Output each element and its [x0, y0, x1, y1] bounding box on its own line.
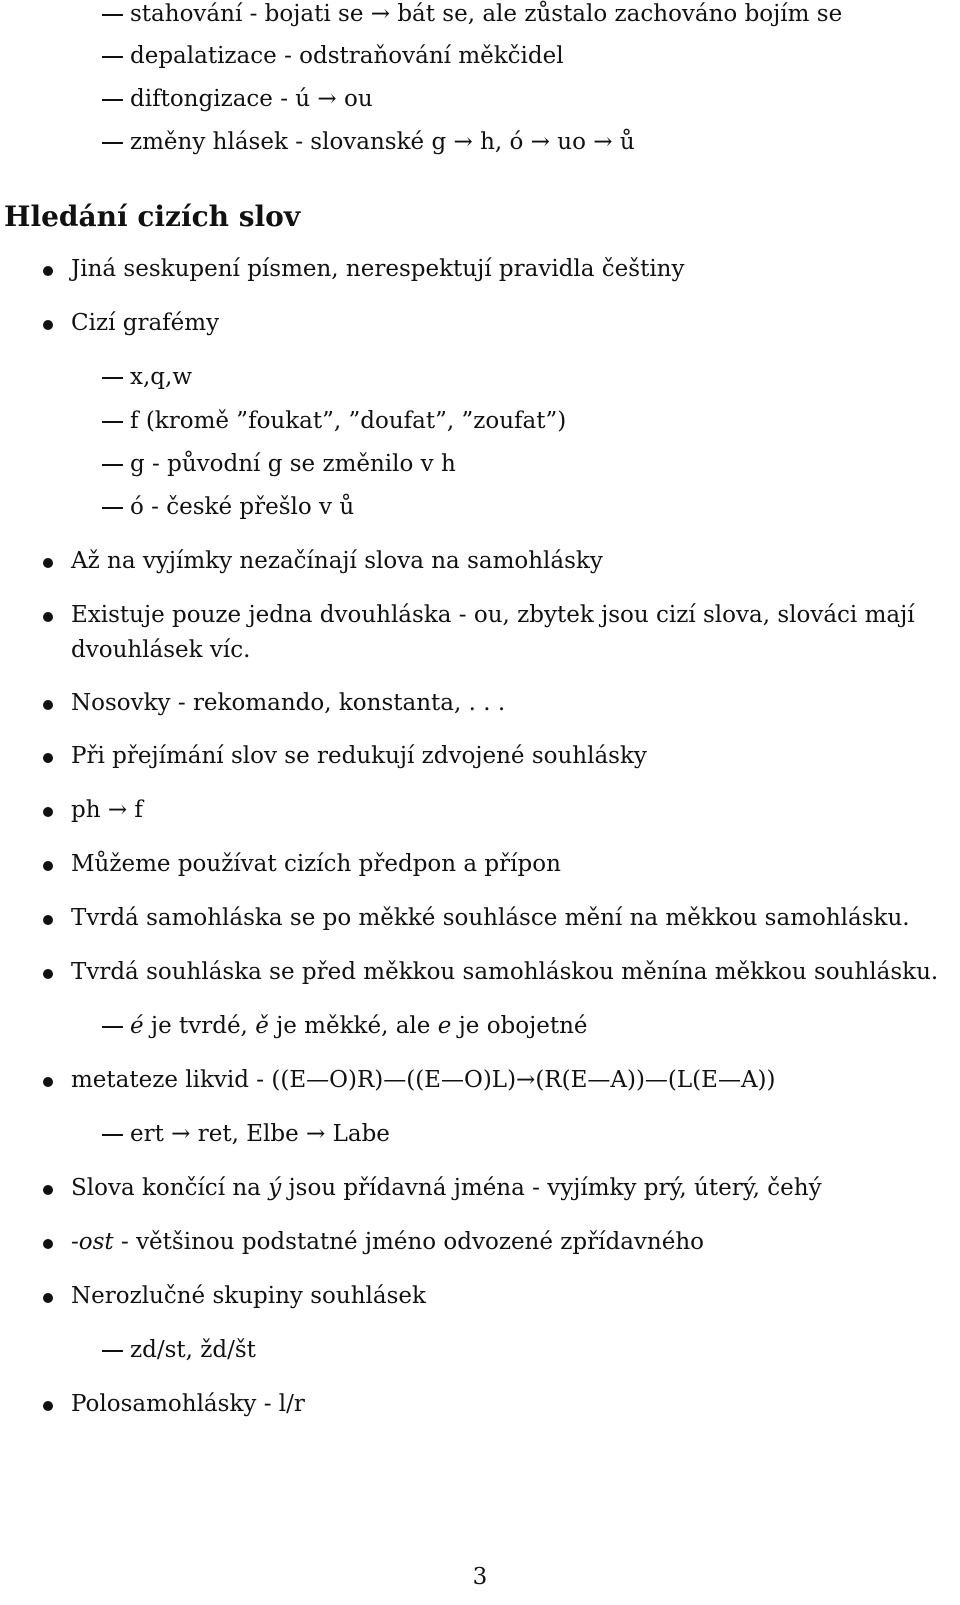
list-item: Nosovky - rekomando, konstanta, . . . [71, 690, 506, 716]
bullet-marker [43, 861, 53, 871]
dash-marker [102, 14, 123, 16]
bullet-marker [43, 612, 53, 622]
bullet-marker [43, 320, 53, 330]
list-item: Polosamohlásky - l/r [71, 1391, 305, 1417]
text-span: je obojetné [451, 1013, 588, 1039]
list-item: diftongizace - ú → ou [130, 86, 373, 112]
sub-list-item: f (kromě ”foukat”, ”doufat”, ”zoufat”) [130, 408, 567, 434]
list-item [71, 1174, 822, 1202]
sub-list-item: g - původní g se změnilo v h [130, 451, 456, 477]
dash-marker [102, 507, 123, 509]
list-item: Až na vyjímky nezačínají slova na samohlásky [71, 548, 603, 574]
list-item: Jiná seskupení písmen, nerespektují pravidla češtiny [71, 256, 685, 282]
dash-marker [102, 377, 123, 379]
bullet-marker [43, 1185, 53, 1195]
text-span: je měkké, ale [268, 1013, 438, 1039]
italic-letter: é [130, 1013, 144, 1039]
italic-suffix: -ost [71, 1229, 114, 1255]
sub-list-item: x,q,w [130, 364, 193, 390]
bullet-marker [43, 1077, 53, 1087]
italic-letter: e [437, 1013, 452, 1039]
list-item: Nerozlučné skupiny souhlásek [71, 1283, 426, 1309]
italic-letter: ě [255, 1013, 269, 1039]
list-item-continuation: dvouhlásek víc. [71, 637, 251, 663]
bullet-marker [43, 1293, 53, 1303]
dash-marker [102, 1350, 123, 1352]
dash-marker [102, 56, 123, 58]
dash-marker [102, 464, 123, 466]
bullet-marker [43, 915, 53, 925]
dash-marker [102, 1026, 123, 1028]
italic-letter: ý [268, 1175, 282, 1201]
list-item: Můžeme používat cizích předpon a přípon [71, 851, 561, 877]
bullet-marker [43, 969, 53, 979]
text-span: je tvrdé, [143, 1013, 256, 1039]
dash-marker [102, 421, 123, 423]
list-item: Při přejímání slov se redukují zdvojené souhlásky [71, 743, 647, 769]
list-item: metateze likvid - ((E—O)R)—((E—O)L)→(R(E—A))—(L(E—A)) [71, 1067, 776, 1093]
bullet-marker [43, 807, 53, 817]
list-item: Tvrdá souhláska se před měkkou samohláskou měnína měkkou souhlásku. [71, 959, 939, 985]
text-span: jsou přídavná jména - vyjímky prý, úterý, čehý [281, 1175, 822, 1201]
text-span: - většinou podstatné jméno odvozené zpřídavného [113, 1229, 704, 1255]
list-item: ph → f [71, 797, 143, 823]
list-item [71, 1228, 704, 1256]
sub-list-item: ert → ret, Elbe → Labe [130, 1121, 390, 1147]
list-item: Existuje pouze jedna dvouhláska - ou, zbytek jsou cizí slova, slováci mají [71, 602, 915, 628]
bullet-marker [43, 266, 53, 276]
list-item: změny hlásek - slovanské g → h, ó → uo → ů [130, 129, 635, 155]
list-item: Tvrdá samohláska se po měkké souhlásce mění na měkkou samohlásku. [71, 905, 910, 931]
sub-list-item: ó - české přešlo v ů [130, 494, 355, 520]
text-span: Slova končící na [71, 1175, 269, 1201]
section-heading: Hledání cizích slov [4, 200, 301, 233]
bullet-marker [43, 1239, 53, 1249]
list-item: Cizí grafémy [71, 310, 220, 336]
sub-list-item: zd/st, žd/št [130, 1337, 256, 1363]
bullet-marker [43, 753, 53, 763]
bullet-marker [43, 558, 53, 568]
list-item: stahování - bojati se → bát se, ale zůstalo zachováno bojím se [130, 1, 843, 27]
bullet-marker [43, 700, 53, 710]
dash-marker [102, 99, 123, 101]
list-item: depalatizace - odstraňování měkčidel [130, 43, 564, 69]
dash-marker [102, 1134, 123, 1136]
dash-marker [102, 142, 123, 144]
sub-list-item [130, 1012, 588, 1040]
bullet-marker [43, 1401, 53, 1411]
page-number: 3 [472, 1564, 488, 1590]
